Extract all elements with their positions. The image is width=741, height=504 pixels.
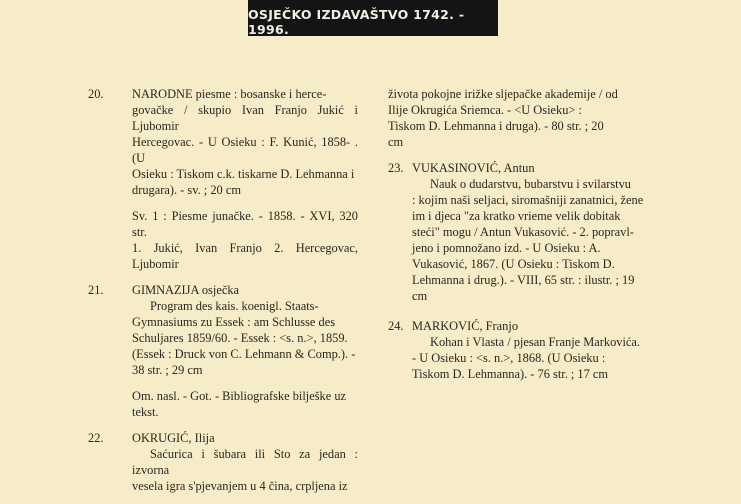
entry-line: drugara). - sv. ; 20 cm	[132, 183, 241, 197]
entry-line: Hercegovac. - U Osieku : F. Kunić, 1858- . (U	[132, 135, 358, 165]
header-bar	[248, 0, 498, 36]
bibliography-entry-22-continued	[388, 86, 660, 150]
entry-line: cm	[412, 289, 428, 303]
entry-number: 22.	[88, 431, 104, 445]
entry-line: Kohan i Vlasta / pjesan Franje Markovića.	[430, 335, 641, 349]
entry-note-line: Om. nasl. - Got. - Bibliografske bilješke uz	[132, 389, 347, 403]
entry-line: im i djeca "za kratko vrieme velik dobitak	[412, 209, 621, 223]
bibliography-entry-23	[388, 160, 660, 304]
entry-line: Gymnasiums zu Essek : am Schlusse des	[132, 315, 336, 329]
entry-line: Schuljares 1859/60. - Essek : <s. n.>, 1859.	[132, 331, 348, 345]
entry-line: cm	[388, 135, 404, 149]
entry-line: Saćurica i šubara ili Sto za jedan : izvorna	[132, 447, 358, 477]
entry-line: (Essek : Druck von C. Lehmann & Comp.). -	[132, 347, 356, 361]
entry-title: OKRUGIĆ, Ilija	[132, 431, 215, 445]
entry-line: Tiskom D. Lehmanna). - 76 str. ; 17 cm	[412, 367, 609, 381]
entry-line: vesela igra s'pjevanjem u 4 čina, crpljena iz	[132, 479, 348, 493]
entry-line: steći" mogu / Antun Vukasović. - 2. popravl-	[412, 225, 634, 239]
entry-title: GIMNAZIJA osječka	[132, 283, 240, 297]
entry-title: MARKOVIĆ, Franjo	[412, 319, 519, 333]
entry-note-line: tekst.	[132, 405, 159, 419]
entry-note-line: Sv. 1 : Piesme junačke. - 1858. - XVI, 320 str.	[132, 209, 358, 239]
entry-line: Program des kais. koenigl. Staats-	[150, 299, 319, 313]
running-header-title: OSJEČKO IZDAVAŠTVO 1742. - 1996.	[248, 7, 465, 37]
entry-line: jeno i pomnožano izd. - U Osieku : A.	[412, 241, 601, 255]
entry-line: života pokojne irižke sljepačke akademije / od	[388, 87, 618, 101]
bibliography-entry-20	[88, 86, 358, 272]
entry-line: Lehmanna i drug.). - VIII, 65 str. : ilustr. ; 19	[412, 273, 635, 287]
entry-line: Osieku : Tiskom c.k. tiskarne D. Lehmanna i	[132, 167, 355, 181]
entry-line: Tiskom D. Lehmanna i druga). - 80 str. ; 20	[388, 119, 604, 133]
entry-title: VUKASINOVIĆ, Antun	[412, 161, 535, 175]
entry-number: 24.	[388, 319, 404, 333]
entry-number: 23.	[388, 161, 404, 175]
left-column	[88, 86, 358, 504]
bibliography-entry-22	[88, 430, 358, 494]
entry-line: : kojim naši seljaci, siromašniji zanatnici, žene	[412, 193, 644, 207]
entry-number: 20.	[88, 87, 104, 101]
right-column	[388, 86, 660, 392]
entry-line: Vukasović, 1867. (U Osieku : Tiskom D.	[412, 257, 615, 271]
entry-line: - U Osieku : <s. n.>, 1868. (U Osieku :	[412, 351, 606, 365]
entry-line: Ilije Okrugića Sriemca. - <U Osieku> :	[388, 103, 582, 117]
entry-line: govačke / skupio Ivan Franjo Jukić i Ljubomir	[132, 103, 358, 133]
entry-number: 21.	[88, 283, 104, 297]
bibliography-entry-21	[88, 282, 358, 420]
entry-line: Nauk o dudarstvu, bubarstvu i svilarstvu	[430, 177, 631, 191]
entry-note-line: 1. Jukić, Ivan Franjo 2. Hercegovac, Ljubomir	[132, 241, 358, 271]
bibliography-entry-24	[388, 318, 660, 382]
entry-line: 38 str. ; 29 cm	[132, 363, 203, 377]
entry-title: NARODNE piesme : bosanske i herce-	[132, 87, 327, 101]
